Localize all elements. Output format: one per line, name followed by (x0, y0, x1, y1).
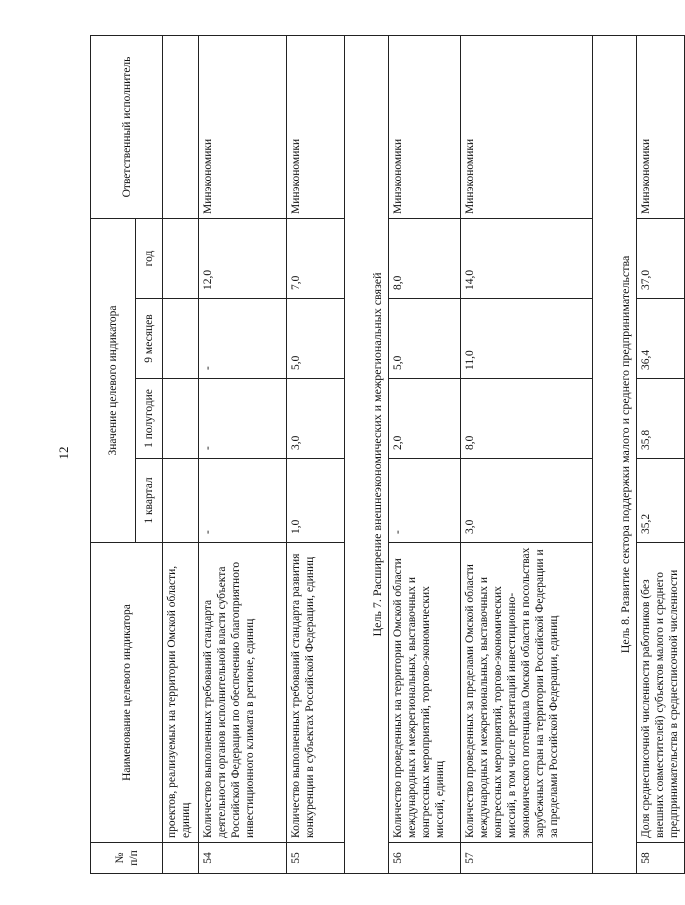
value-m9: 5,0 (287, 299, 345, 379)
row-number: 55 (287, 843, 345, 874)
value-m9: 5,0 (389, 299, 461, 379)
indicator-name: Количество выполненных требований стандарта деятельности органов исполнительной власти субъекта Российской Федерации по обеспечению благоприятного инвестиционного климата в регионе, единиц (199, 543, 287, 843)
header-q1: 1 квартал (136, 459, 163, 543)
value-m9: 36,4 (637, 299, 685, 379)
goal-row (593, 35, 637, 873)
table-row (199, 35, 287, 873)
row-number: 54 (199, 843, 287, 874)
row-number: 58 (637, 843, 685, 874)
header-num: № п/п (91, 843, 163, 874)
value-m9: - (199, 299, 287, 379)
table-row (163, 35, 199, 873)
value-q1: 3,0 (461, 459, 593, 543)
indicator-name: проектов, реализуемых на территории Омской области, единиц (163, 543, 199, 843)
indicator-table (90, 35, 685, 874)
value-year: 12,0 (199, 218, 287, 298)
responsible: Минэкономики (389, 35, 461, 218)
value-year: 37,0 (637, 218, 685, 298)
responsible: Минэкономики (287, 35, 345, 218)
header-m9: 9 месяцев (136, 299, 163, 379)
value-h1: - (199, 379, 287, 459)
value-h1: 3,0 (287, 379, 345, 459)
indicator-name: Доля среднесписочной численности работников (без внешних совместителей) субъектов малого и среднего предпринимательства в среднесписочной численности (637, 543, 685, 843)
header-h1: 1 полугодие (136, 379, 163, 459)
indicator-name: Количество проведенных за пределами Омской области международных и межрегиональных, выставочных и конгрессных мероприятий, торгово-экономических миссий, в том числе презентаций инвестиционно-экономического потенциала Омской области в посольствах зарубежных стран на территории Российской Федерации и за пределами Российской Федерации, единиц (461, 543, 593, 843)
value-year: 8,0 (389, 218, 461, 298)
goal-8-heading: Цель 8. Развитие сектора поддержки малого и среднего предпринимательства (593, 35, 637, 873)
header-responsible: Ответственный исполнитель (91, 35, 163, 218)
value-h1: 2,0 (389, 379, 461, 459)
header-name: Наименование целевого индикатора (91, 543, 163, 843)
value-q1: - (199, 459, 287, 543)
indicator-name: Количество проведенных на территории Омской области международных и межрегиональных, выставочных и конгрессных мероприятий, торгово-экономических миссий, единиц (389, 543, 461, 843)
value-q1: 35,2 (637, 459, 685, 543)
value-year: 14,0 (461, 218, 593, 298)
responsible: Минэкономики (461, 35, 593, 218)
responsible: Минэкономики (199, 35, 287, 218)
rotated-table-container (90, 36, 680, 874)
value-h1: 35,8 (637, 379, 685, 459)
value-q1: 1,0 (287, 459, 345, 543)
table-row (389, 35, 461, 873)
responsible: Минэкономики (637, 35, 685, 218)
value-q1: - (389, 459, 461, 543)
indicator-name: Количество выполненных требований стандарта развития конкуренции в субъектах Российской Федерации, единиц (287, 543, 345, 843)
table-row (637, 35, 685, 873)
page-number: 12 (56, 446, 71, 460)
table-row (461, 35, 593, 873)
row-number: 57 (461, 843, 593, 874)
value-year: 7,0 (287, 218, 345, 298)
header-value-group: Значение целевого индикатора (91, 218, 136, 542)
row-number: 56 (389, 843, 461, 874)
table-row (287, 35, 345, 873)
goal-7-heading: Цель 7. Расширение внешнеэкономических и межрегиональных связей (345, 35, 389, 873)
goal-row (345, 35, 389, 873)
value-h1: 8,0 (461, 379, 593, 459)
value-m9: 11,0 (461, 299, 593, 379)
header-year: год (136, 218, 163, 298)
